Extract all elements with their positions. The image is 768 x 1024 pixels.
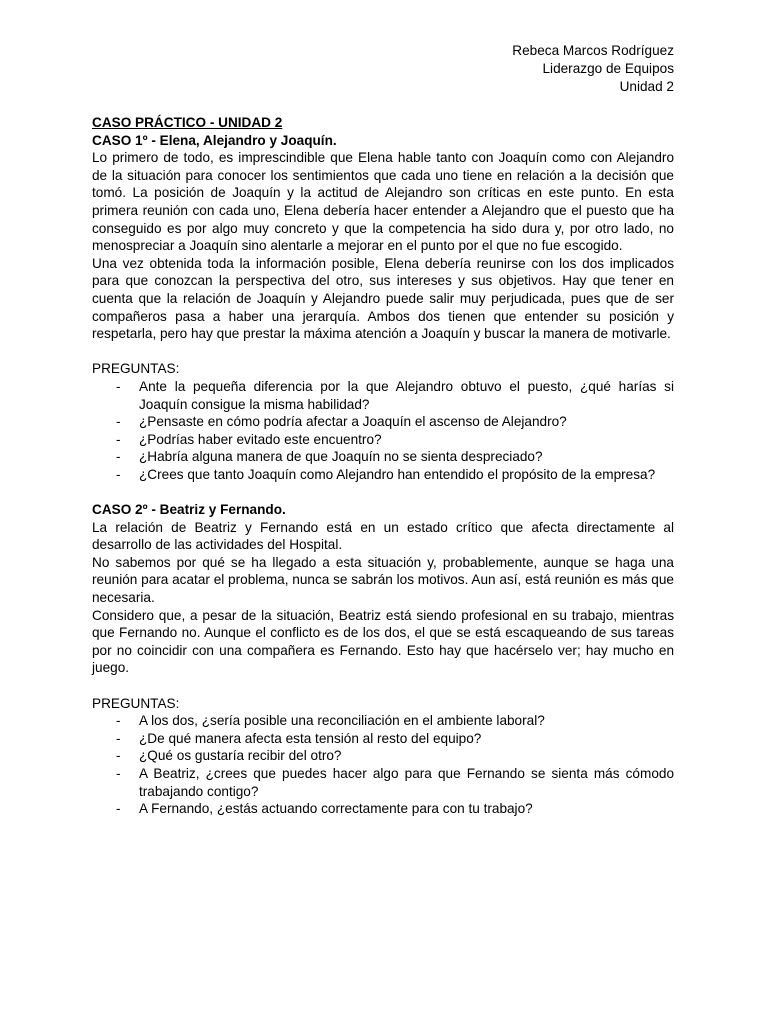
question-text: ¿Crees que tanto Joaquín como Alejandro han entendido el propósito de la empresa? [139,466,656,482]
bullet-dash: - [116,449,121,465]
case-2-questions-label: PREGUNTAS: [92,695,180,711]
bullet-dash: - [116,730,121,746]
question-item [92,466,674,484]
question-text: ¿Habría alguna manera de que Joaquín no se sienta despreciado? [139,449,543,465]
spacer [92,343,674,361]
question-item [92,448,674,466]
question-text: Ante la pequeña diferencia por la que Alejandro obtuvo el puesto, ¿qué harías si Joaquín consigue la misma habilidad? [139,378,674,412]
question-item [92,747,674,765]
course-name: Liderazgo de Equipos [542,61,674,76]
document-title: CASO PRÁCTICO - UNIDAD 2 [92,115,283,130]
case-1-heading: CASO 1º - Elena, Alejandro y Joaquín. [92,132,337,148]
case-2-heading: CASO 2º - Beatriz y Fernando. [92,502,286,518]
bullet-dash: - [116,801,121,817]
spacer [92,677,674,695]
case-2-paragraph: Considero que, a pesar de la situación, Beatriz está siendo profesional en su trabajo, mientras que Fernando no. Aunque el conflicto es de los dos, el que se está escaqueando de sus tareas por no coincidir con una compañera es Fernando. Esto hay que hacérselo ver; hay mucho en juego. [92,607,674,676]
question-item [92,378,674,413]
case-2-questions-list [92,712,674,818]
question-text: ¿Pensaste en cómo podría afectar a Joaquín el ascenso de Alejandro? [139,414,567,430]
case-1-paragraph: Una vez obtenida toda la información posible, Elena debería reunirse con los dos implicados para que conozcan la perspectiva del otro, sus intereses y sus objetivos. Hay que tener en cuenta que la relación de Joaquín y Alejandro puede salir muy perjudicada, pues que de ser compañeros pasa a haber una jerarquía. Ambos dos tienen que entender su posición y respetarla, pero hay que prestar la máxima atención a Joaquín y buscar la manera de motivarle. [92,255,674,342]
case-2-section [92,501,674,818]
question-text: A Beatriz, ¿crees que puedes hacer algo para que Fernando se sienta más cómodo trabajando contigo? [139,765,674,799]
case-1-section [92,132,674,484]
document-header [92,42,674,96]
question-text: ¿Podrías haber evitado este encuentro? [139,431,382,447]
bullet-dash: - [116,414,121,430]
question-text: A los dos, ¿sería posible una reconciliación en el ambiente laboral? [139,713,545,729]
case-1-questions-label: PREGUNTAS: [92,361,180,377]
question-item [92,413,674,431]
bullet-dash: - [116,713,121,729]
question-item [92,431,674,449]
question-item [92,730,674,748]
document-page [92,42,674,818]
bullet-dash: - [116,431,121,447]
case-2-paragraph: La relación de Beatriz y Fernando está en un estado crítico que afecta directamente al desarrollo de las actividades del Hospital. [92,519,674,553]
question-item [92,800,674,818]
question-text: ¿Qué os gustaría recibir del otro? [139,748,342,764]
question-text: A Fernando, ¿estás actuando correctamente para con tu trabajo? [139,801,533,817]
author-name: Rebeca Marcos Rodríguez [512,43,674,58]
case-1-paragraph: Lo primero de todo, es imprescindible que Elena hable tanto con Joaquín como con Alejandro de la situación para conocer los sentimientos que cada uno tiene en relación a la decisión que tomó. La posición de Joaquín y la actitud de Alejandro son críticas en este punto. En esta primera reunión con cada uno, Elena debería hacer entender a Alejandro que el puesto que ha conseguido es por algo muy concreto y que la competencia ha sido dura y, por otro lado, no menospreciar a Joaquín sino alentarle a mejorar en el punto por el que no fue escogido. [92,150,674,254]
case-2-paragraph: No sabemos por qué se ha llegado a esta situación y, probablemente, aunque se haga una reunión para acatar el problema, nunca se sabrán los motivos. Aun así, está reunión es más que necesaria. [92,554,674,606]
bullet-dash: - [116,765,121,781]
unit-name: Unidad 2 [619,79,674,94]
spacer [92,483,674,501]
bullet-dash: - [116,378,121,394]
question-item [92,765,674,800]
bullet-dash: - [116,466,121,482]
question-text: ¿De qué manera afecta esta tensión al resto del equipo? [139,730,482,746]
question-item [92,712,674,730]
bullet-dash: - [116,748,121,764]
case-1-questions-list [92,378,674,484]
